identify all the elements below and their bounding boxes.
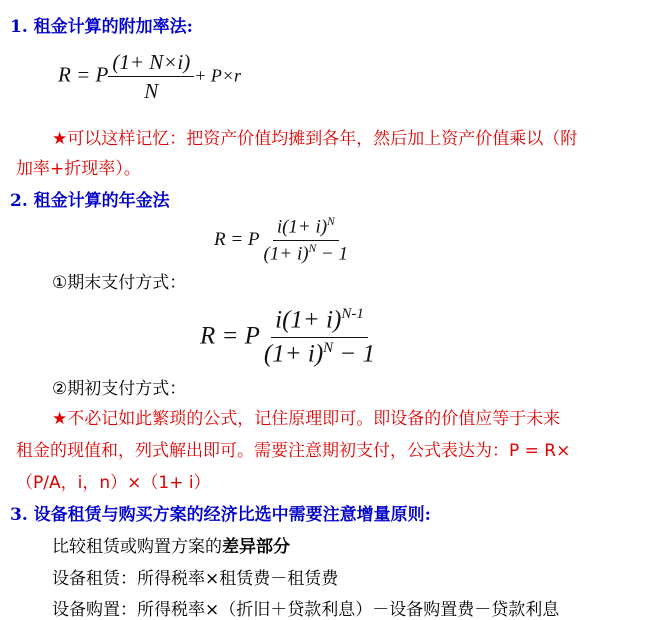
section2-note-text: 不必记如此繁琐的公式，记住原理即可。即设备的价值应等于未来 — [67, 409, 561, 429]
formula-fraction — [108, 50, 194, 103]
section2-note-line3: （P/A，i，n）×（1+ i） — [16, 473, 211, 493]
section2-heading: 2. 租金计算的年金法 — [10, 191, 170, 211]
formula-numerator: (1+ N×i) — [108, 50, 194, 77]
formula1-numerator-exp: N — [327, 216, 335, 228]
section1-heading: 1. 租金计算的附加率法: — [10, 17, 193, 37]
formula-rhs: + P×r — [194, 65, 242, 86]
formula1-lhs: R = P — [214, 229, 260, 251]
section1-note-line2: 加率+折现率）。 — [16, 159, 141, 179]
section3-line1-bold: 差异部分 — [222, 537, 290, 557]
formula-additional-rate — [58, 50, 241, 103]
formula-denominator: N — [144, 79, 159, 104]
formula1-numerator: i(1+ i) — [276, 216, 328, 238]
section1-note-line1 — [52, 124, 577, 149]
formula1-fraction — [260, 216, 352, 265]
formula2-denominator-exp: N — [323, 340, 334, 357]
section2-note-line2: 租金的现值和，列式解出即可。需要注意期初支付，公式表达为：P = R× — [16, 441, 571, 461]
star-icon: ★ — [52, 409, 68, 429]
section1-note-text: 可以这样记忆：把资产价值均摊到各年，然后加上资产价值乘以（附 — [67, 129, 578, 149]
star-icon: ★ — [52, 129, 68, 149]
section3-line1 — [52, 532, 290, 557]
formula1-denominator-exp: N — [308, 243, 317, 256]
method2-label: ②期初支付方式： — [52, 379, 187, 399]
formula2-lhs: R = P — [200, 322, 260, 350]
method1-label: ①期末支付方式： — [52, 273, 187, 293]
formula2-denominator: (1+ i) — [263, 340, 324, 368]
section3-line2: 设备租赁：所得税率×租赁费－租赁费 — [52, 569, 339, 589]
formula-lhs: R = P — [58, 62, 109, 87]
formula1-denominator: (1+ i) — [263, 243, 309, 265]
formula-annuity-begin — [200, 306, 379, 369]
section3-line1-prefix: 比较租赁或购置方案的 — [52, 537, 222, 557]
formula1-denominator-tail: − 1 — [316, 243, 348, 265]
formula2-fraction — [260, 306, 379, 369]
section2-note-line1 — [52, 404, 560, 429]
formula-annuity-end — [214, 216, 352, 265]
formula2-numerator-exp: N-1 — [341, 306, 364, 322]
formula2-numerator: i(1+ i) — [275, 306, 342, 334]
formula2-denominator-tail: − 1 — [333, 340, 376, 368]
section3-line3: 设备购置：所得税率×（折旧＋贷款利息）－设备购置费－贷款利息 — [52, 600, 560, 620]
section3-heading: 3. 设备租赁与购买方案的经济比选中需要注意增量原则: — [10, 505, 431, 525]
